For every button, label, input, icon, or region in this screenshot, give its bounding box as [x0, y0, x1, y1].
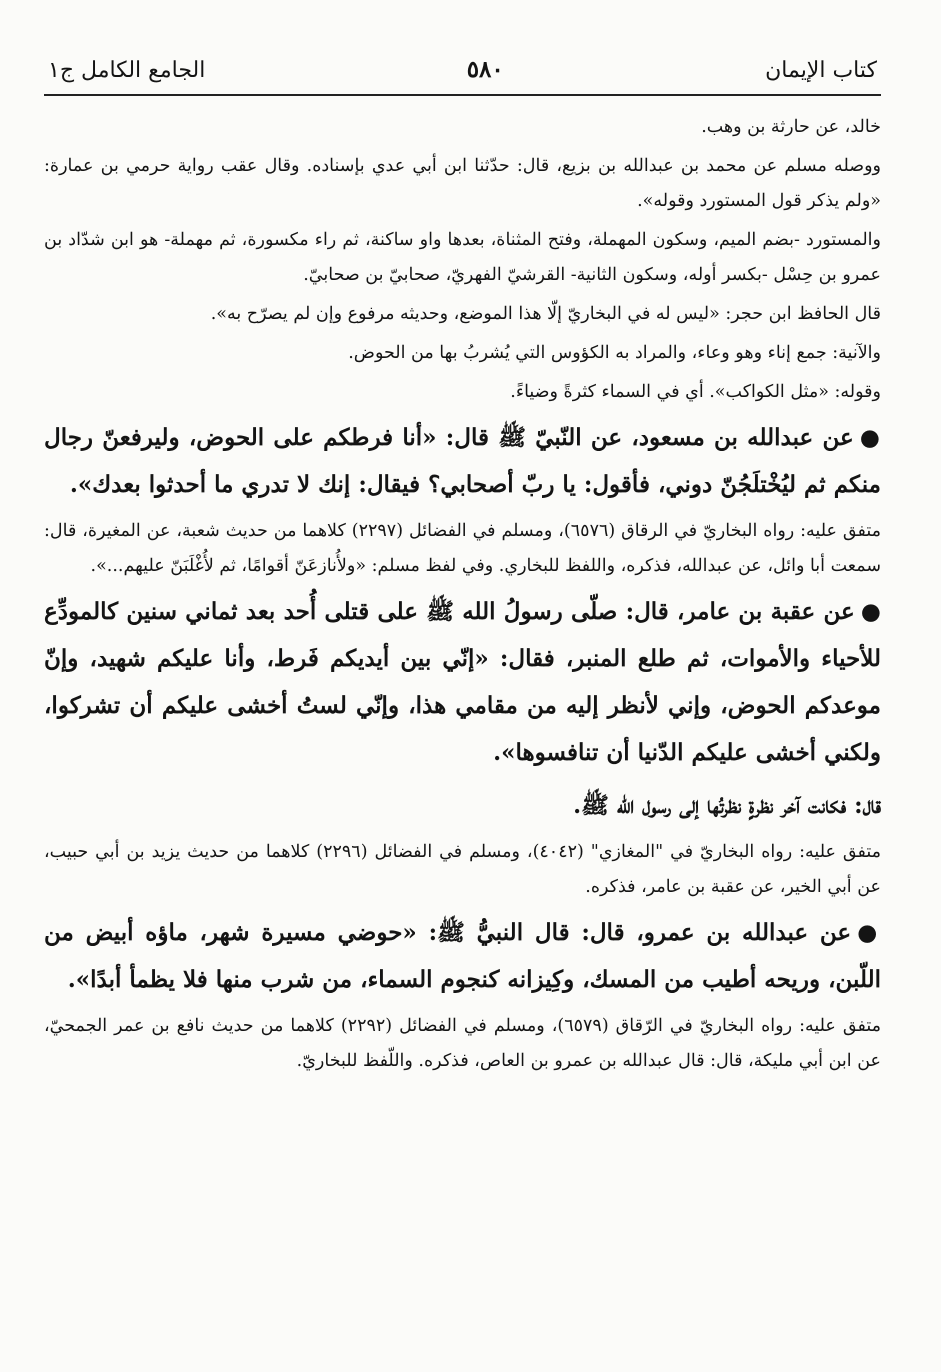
- paragraph-3: والمستورد -بضم الميم، وسكون المهملة، وفتح المثناة، بعدها واو ساكنة، ثم راء مكسورة، ثم مهملة- هو ابن شدّاد بن عمرو بن حِسْل -بكسر أوله، وسكون الثانية- القرشيّ الفهريّ، صحابيّ بن صحابيّ.: [44, 230, 881, 285]
- bullet-icon: ●: [857, 919, 881, 946]
- takhrij-paragraph-3: متفق عليه: رواه البخاريّ في الرّقاق (٦٥٧٩)، ومسلم في الفضائل (٢٢٩٢) كلاهما من حديث نافع بن عمر الجمحيّ، عن ابن أبي مليكة، قال: قال عبدالله بن عمرو بن العاص، فذكره. واللّفظ للبخاريّ.: [44, 1016, 881, 1071]
- hadith-paragraph-3: ●عن عبدالله بن عمرو، قال: قال النبيُّ ﷺ: «حوضي مسيرة شهر، ماؤه أبيض من اللّبن، وريحه أطيب من المسك، وكِيزانه كنجوم السماء، من شرب منها فلا يظمأ أبدًا».: [44, 919, 881, 993]
- bullet-icon: ●: [860, 598, 881, 625]
- paragraph-6: وقوله: «مثل الكواكب». أي في السماء كثرةً وضياءً.: [510, 382, 881, 402]
- paragraph-1: خالد، عن حارثة بن وهب.: [701, 117, 881, 137]
- paragraph-5: والآنية: جمع إناء وهو وعاء، والمراد به الكؤوس التي يُشربُ بها من الحوض.: [348, 343, 881, 363]
- hadith-paragraph-2-continued: قال: فكانت آخر نظرةٍ نظرتُها إلى رسول الله ﷺ.: [573, 792, 881, 819]
- header-chapter-title: كتاب الإيمان: [765, 58, 877, 83]
- header-divider: [44, 94, 881, 96]
- takhrij-paragraph-1: متفق عليه: رواه البخاريّ في الرقاق (٦٥٧٦)، ومسلم في الفضائل (٢٢٩٧) كلاهما من حديث شعبة، عن المغيرة، قال: سمعت أبا وائل، عن عبدالله، فذكره، واللفظ للبخاري. وفي لفظ مسلم: «ولأُنازعَنّ أقوامًا، ثم لأُغْلَبَنّ عليهم...».: [44, 521, 881, 576]
- page-number: ٥٨٠: [466, 56, 504, 83]
- header-book-title: الجامع الكامل ج١: [48, 58, 206, 83]
- bullet-icon: ●: [859, 424, 881, 451]
- page-body: [44, 110, 881, 1079]
- running-header: [44, 50, 881, 90]
- hadith-paragraph-2: ●عن عقبة بن عامر، قال: صلّى رسولُ الله ﷺ على قتلى أُحد بعد ثماني سنين كالمودِّع للأحياء والأموات، ثم طلع المنبر، فقال: «إنّي بين أيديكم فَرط، وأنا عليكم شهيد، وإنّ موعدكم الحوض، وإني لأنظر إليه من مقامي هذا، وإنّي لستُ أخشى عليكم أن تشركوا، ولكني أخشى عليكم الدّنيا أن تنافسوها».: [44, 598, 881, 766]
- paragraph-4: قال الحافظ ابن حجر: «ليس له في البخاريّ إلّا هذا الموضع، وحديثه مرفوع وإن لم يصرّح به».: [210, 304, 881, 324]
- hadith-paragraph-1: ●عن عبدالله بن مسعود، عن النّبيّ ﷺ قال: «أنا فرطكم على الحوض، وليرفعنّ رجال منكم ثم ليُخْتلَجُنّ دوني، فأقول: يا ربّ أصحابي؟ فيقال: إنك لا تدري ما أحدثوا بعدك».: [44, 424, 881, 498]
- paragraph-2: ووصله مسلم عن محمد بن عبدالله بن بزيع، قال: حدّثنا ابن أبي عدي بإسناده. وقال عقب رواية حرمي بن عمارة: «ولم يذكر قول المستورد وقوله».: [44, 156, 881, 211]
- takhrij-paragraph-2: متفق عليه: رواه البخاريّ في "المغازي" (٤٠٤٢)، ومسلم في الفضائل (٢٢٩٦) كلاهما من حديث يزيد بن أبي حبيب، عن أبي الخير، عن عقبة بن عامر، فذكره.: [44, 842, 882, 897]
